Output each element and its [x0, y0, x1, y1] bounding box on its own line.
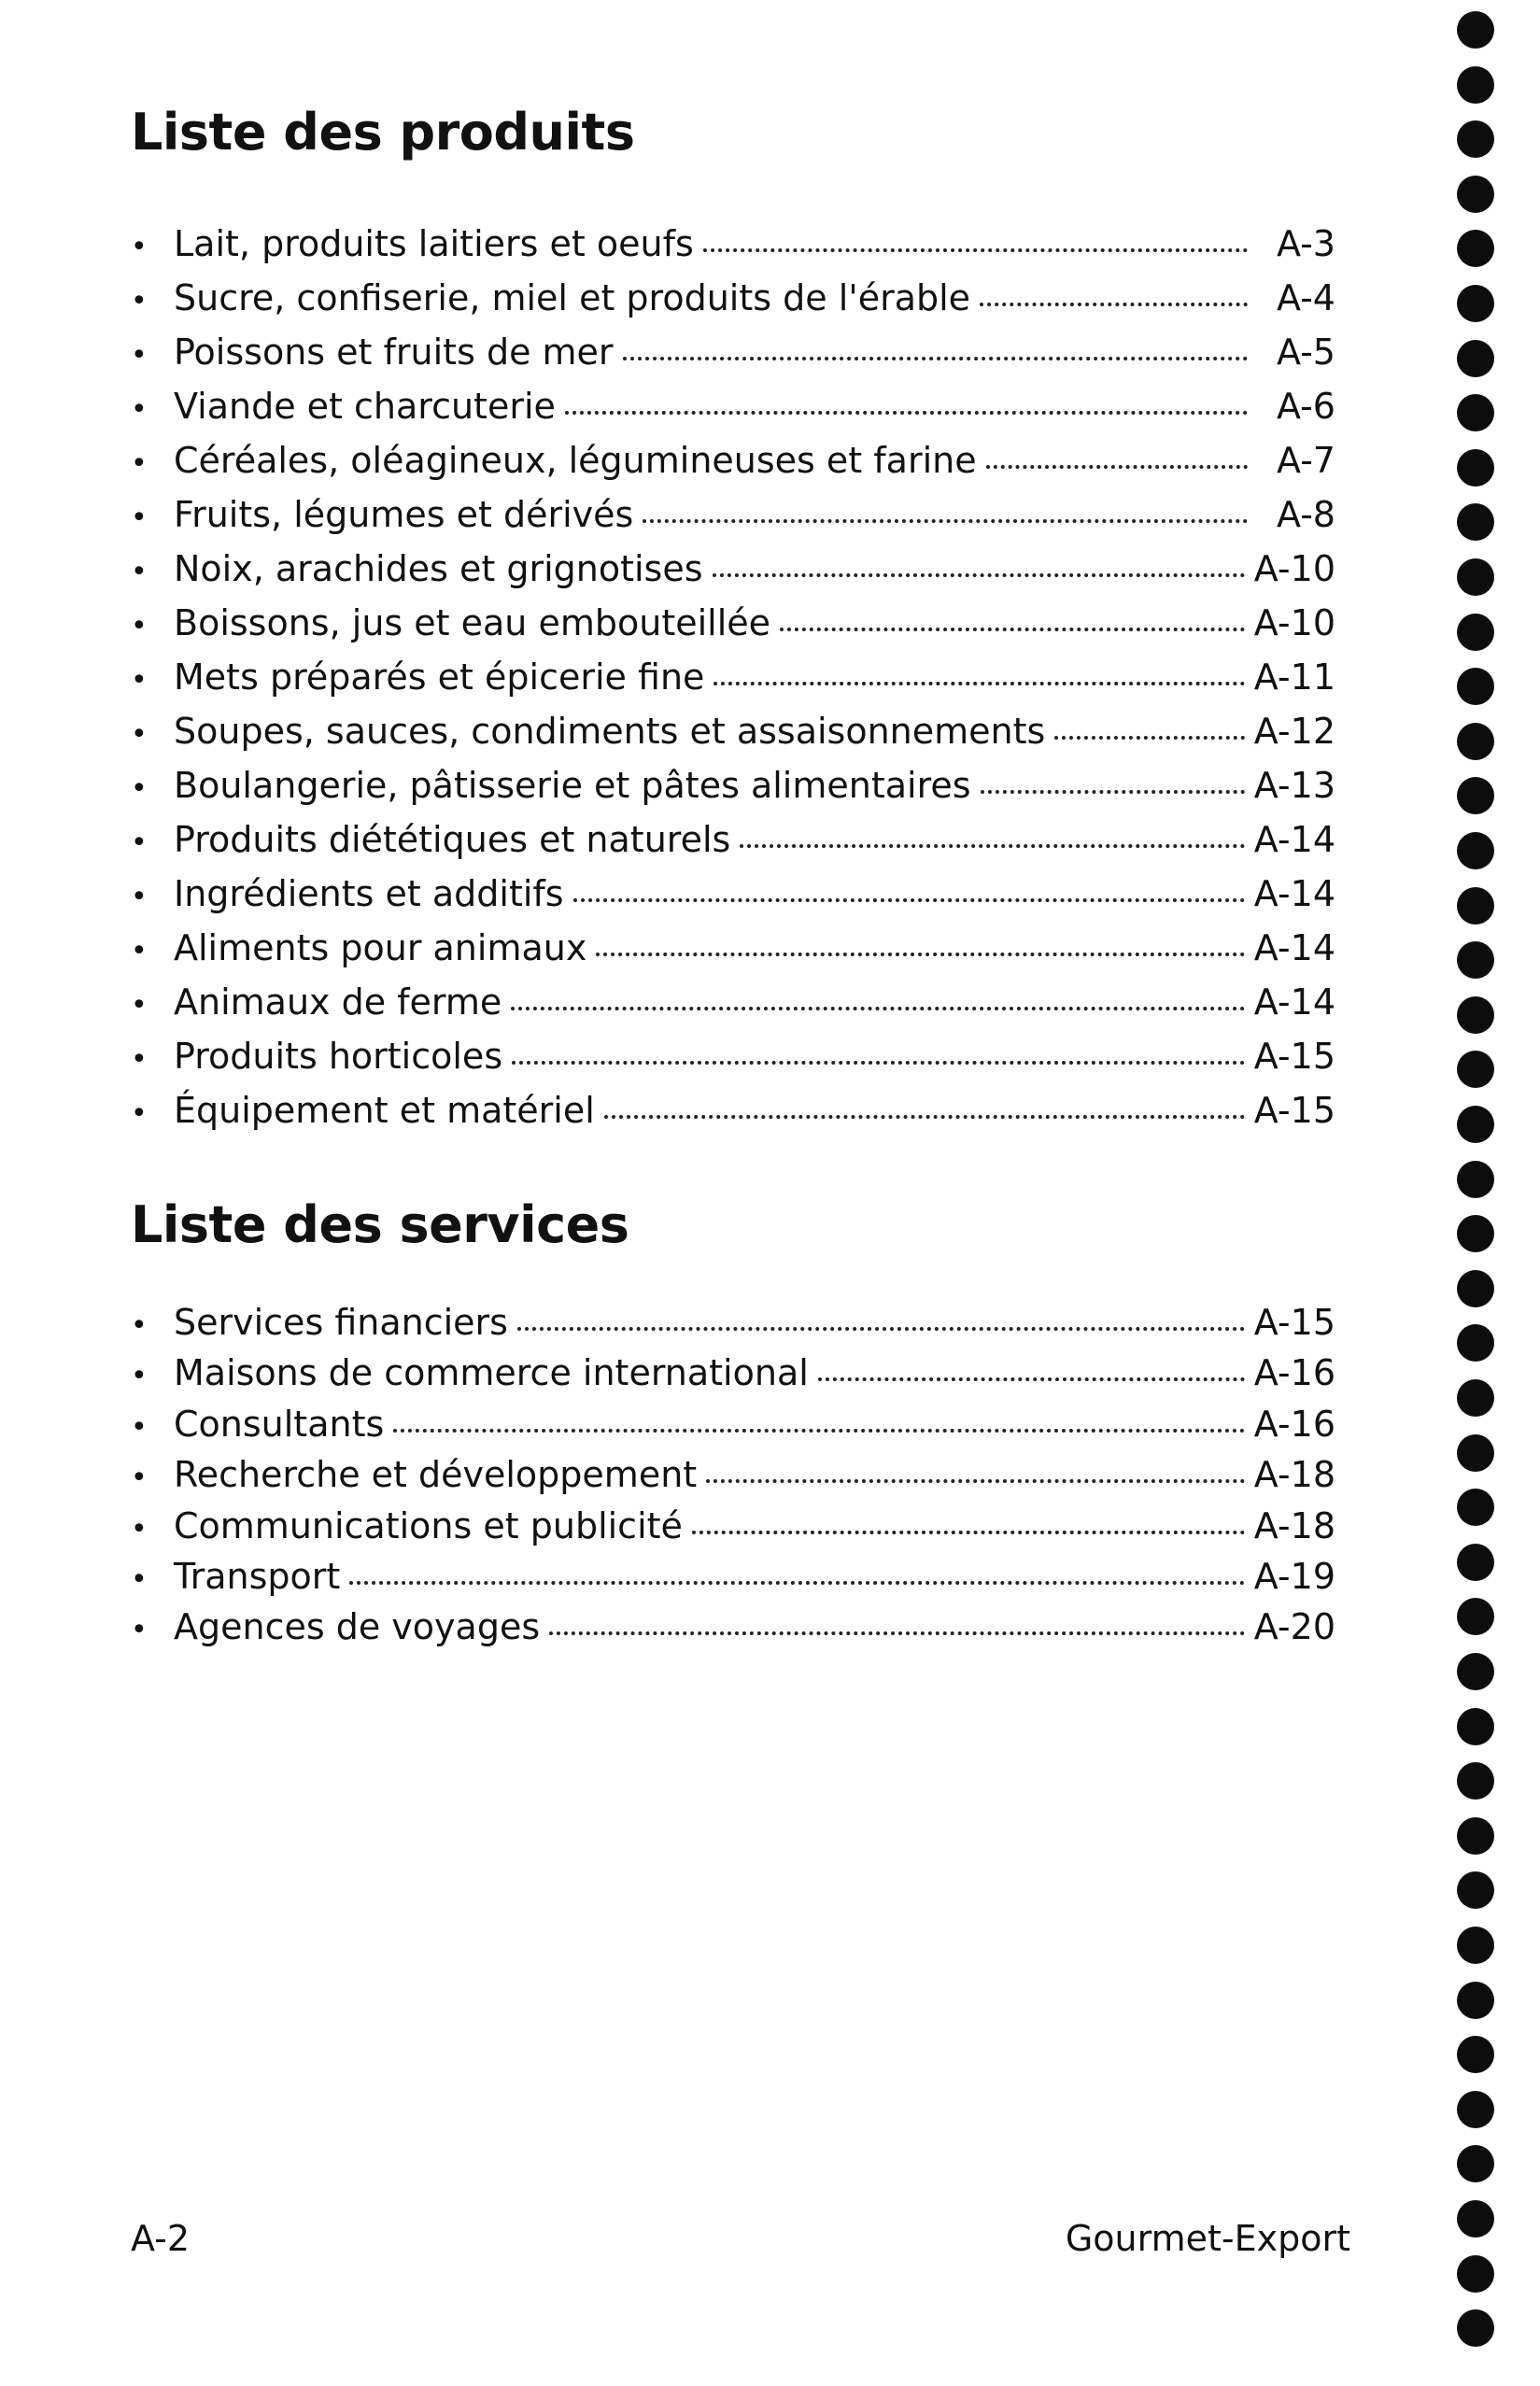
toc-entry-label: Consultants — [174, 1403, 385, 1445]
dot-leader — [565, 411, 1248, 415]
toc-entry — [131, 542, 1335, 596]
toc-entry-page: A-19 — [1253, 1555, 1335, 1597]
binding-hole-icon — [1457, 1324, 1494, 1362]
toc-entry-label: Boulangerie, pâtisserie et pâtes alimentaires — [174, 765, 971, 806]
toc-entry-label: Animaux de ferme — [174, 981, 502, 1023]
binding-hole-icon — [1457, 1598, 1494, 1635]
binding-hole-icon — [1457, 777, 1494, 814]
bullet-icon: • — [131, 447, 148, 480]
toc-entry-page: A-14 — [1253, 819, 1335, 860]
binding-hole-icon — [1457, 2309, 1494, 2347]
dot-leader — [623, 357, 1248, 360]
binding-hole-icon — [1457, 394, 1494, 431]
dot-leader — [517, 1327, 1245, 1331]
toc-entry-page: A-11 — [1253, 657, 1335, 698]
toc-entry-page: A-14 — [1253, 927, 1335, 968]
binding-hole-icon — [1457, 66, 1494, 104]
binding-hole-icon — [1457, 1817, 1494, 1855]
binding-hole-icon — [1457, 11, 1494, 49]
bullet-icon: • — [131, 664, 148, 697]
toc-entry-label: Ingrédients et additifs — [174, 873, 564, 914]
dot-leader — [549, 1631, 1245, 1635]
binding-hole-icon — [1457, 503, 1494, 541]
binding-hole-icon — [1457, 1653, 1494, 1690]
bullet-icon: • — [131, 881, 148, 913]
toc-entry-page: A-16 — [1253, 1403, 1335, 1445]
binding-hole-icon — [1457, 285, 1494, 322]
toc-entry-page: A-14 — [1253, 873, 1335, 914]
binding-hole-icon — [1457, 2145, 1494, 2182]
bullet-icon: • — [131, 935, 148, 967]
dot-leader — [692, 1531, 1245, 1534]
dot-leader — [706, 1479, 1245, 1483]
dot-leader — [713, 682, 1244, 685]
toc-entry — [131, 325, 1335, 379]
toc-entry-page: A-14 — [1253, 981, 1335, 1023]
binding-hole-icon — [1457, 1871, 1494, 1909]
toc-entry-page: A-5 — [1276, 332, 1335, 373]
toc-entry — [131, 704, 1335, 758]
binding-hole-icon — [1457, 1434, 1494, 1472]
binding-hole-icon — [1457, 1762, 1494, 1800]
toc-entry-page: A-4 — [1276, 277, 1335, 318]
toc-entry-page: A-16 — [1253, 1352, 1335, 1394]
toc-entry — [131, 758, 1335, 812]
bullet-icon: • — [131, 1562, 148, 1596]
dot-leader — [349, 1581, 1244, 1585]
toc-entry-label: Produits horticoles — [174, 1036, 503, 1077]
toc-entry — [131, 1297, 1335, 1348]
toc-entry — [131, 433, 1335, 487]
toc-entry — [131, 487, 1335, 542]
binding-hole-icon — [1457, 668, 1494, 705]
spiral-binding — [1457, 0, 1498, 2386]
binding-hole-icon — [1457, 2255, 1494, 2293]
dot-leader — [980, 303, 1248, 306]
toc-entry — [131, 867, 1335, 921]
dot-leader — [740, 844, 1244, 848]
toc-entry-page: A-15 — [1253, 1090, 1335, 1131]
footer-publication-name: Gourmet-Export — [1065, 2218, 1350, 2259]
binding-hole-icon — [1457, 887, 1494, 925]
toc-entry — [131, 1399, 1335, 1449]
toc-entry-label: Céréales, oléagineux, légumineuses et farine — [174, 440, 977, 481]
toc-entry — [131, 596, 1335, 650]
binding-hole-icon — [1457, 2200, 1494, 2238]
toc-entry — [131, 1348, 1335, 1398]
binding-hole-icon — [1457, 449, 1494, 487]
toc-entry-page: A-20 — [1253, 1606, 1335, 1648]
binding-hole-icon — [1457, 1927, 1494, 1964]
bullet-icon: • — [131, 393, 148, 426]
dot-leader — [393, 1429, 1244, 1433]
toc-entry — [131, 921, 1335, 975]
binding-hole-icon — [1457, 176, 1494, 213]
toc-entry-page: A-18 — [1253, 1504, 1335, 1546]
toc-entry-label: Soupes, sauces, condiments et assaisonnements — [174, 711, 1046, 752]
binding-hole-icon — [1457, 1708, 1494, 1745]
dot-leader — [596, 953, 1244, 956]
binding-hole-icon — [1457, 941, 1494, 979]
toc-entry — [131, 379, 1335, 433]
toc-entry-label: Noix, arachides et grignotises — [174, 548, 703, 589]
toc-entry-page: A-15 — [1253, 1036, 1335, 1077]
toc-entry-label: Maisons de commerce international — [174, 1352, 809, 1394]
bullet-icon: • — [131, 718, 148, 751]
dot-leader — [512, 1061, 1245, 1065]
binding-hole-icon — [1457, 230, 1494, 267]
binding-hole-icon — [1457, 832, 1494, 869]
footer-page-number: A-2 — [131, 2218, 191, 2259]
binding-hole-icon — [1457, 1051, 1494, 1088]
toc-entry — [131, 1029, 1335, 1083]
bullet-icon: • — [131, 1360, 148, 1393]
toc-entry-label: Produits diététiques et naturels — [174, 819, 731, 860]
toc-entry-page: A-10 — [1253, 548, 1335, 589]
bullet-icon: • — [131, 1043, 148, 1076]
binding-hole-icon — [1457, 723, 1494, 760]
toc-entry — [131, 975, 1335, 1029]
binding-hole-icon — [1457, 996, 1494, 1034]
toc-entry-page: A-8 — [1276, 494, 1335, 535]
binding-hole-icon — [1457, 1270, 1494, 1307]
dot-leader — [573, 898, 1245, 902]
dot-leader — [981, 790, 1245, 794]
toc-entry-label: Sucre, confiserie, miel et produits de l'érable — [174, 277, 971, 318]
binding-hole-icon — [1457, 558, 1494, 596]
dot-leader — [604, 1115, 1245, 1119]
dot-leader — [703, 248, 1248, 252]
bullet-icon: • — [131, 1309, 148, 1342]
toc-entry — [131, 1083, 1335, 1137]
bullet-icon: • — [131, 1614, 148, 1647]
toc-entry — [131, 650, 1335, 704]
toc-entry-label: Services financiers — [174, 1302, 508, 1343]
toc-entry — [131, 1602, 1335, 1652]
bullet-icon: • — [131, 1512, 148, 1546]
toc-entry — [131, 217, 1335, 271]
dot-leader — [1054, 736, 1244, 740]
bullet-icon: • — [131, 501, 148, 534]
toc-entry-label: Lait, produits laitiers et oeufs — [174, 223, 694, 264]
binding-hole-icon — [1457, 1489, 1494, 1526]
toc-entry-label: Transport — [174, 1555, 341, 1597]
toc-entry-label: Équipement et matériel — [174, 1090, 595, 1131]
bullet-icon: • — [131, 556, 148, 588]
binding-hole-icon — [1457, 1106, 1494, 1143]
toc-entry-label: Viande et charcuterie — [174, 386, 556, 427]
toc-entry-page: A-3 — [1276, 223, 1335, 264]
products-list — [131, 217, 1335, 1137]
dot-leader — [511, 1007, 1244, 1010]
dot-leader — [713, 573, 1245, 577]
toc-entry-page: A-7 — [1276, 440, 1335, 481]
bullet-icon: • — [131, 772, 148, 805]
toc-entry-page: A-18 — [1253, 1454, 1335, 1496]
toc-entry — [131, 1501, 1335, 1551]
binding-hole-icon — [1457, 1544, 1494, 1581]
toc-entry-page: A-13 — [1253, 765, 1335, 806]
dot-leader — [818, 1377, 1245, 1381]
toc-entry-label: Recherche et développement — [174, 1454, 698, 1496]
toc-entry-label: Agences de voyages — [174, 1606, 541, 1648]
dot-leader — [986, 465, 1248, 469]
toc-entry — [131, 812, 1335, 867]
toc-entry — [131, 1449, 1335, 1500]
binding-hole-icon — [1457, 340, 1494, 377]
binding-hole-icon — [1457, 1982, 1494, 2019]
bullet-icon: • — [131, 339, 148, 372]
dot-leader — [780, 628, 1245, 631]
binding-hole-icon — [1457, 2036, 1494, 2073]
toc-entry-page: A-10 — [1253, 602, 1335, 643]
bullet-icon: • — [131, 231, 148, 263]
toc-entry-page: A-12 — [1253, 711, 1335, 752]
dot-leader — [643, 519, 1248, 523]
binding-hole-icon — [1457, 1161, 1494, 1198]
bullet-icon: • — [131, 610, 148, 642]
binding-hole-icon — [1457, 614, 1494, 651]
bullet-icon: • — [131, 285, 148, 318]
toc-entry-label: Fruits, légumes et dérivés — [174, 494, 634, 535]
bullet-icon: • — [131, 1097, 148, 1130]
binding-hole-icon — [1457, 2091, 1494, 2128]
toc-entry-page: A-6 — [1276, 386, 1335, 427]
toc-entry-label: Poissons et fruits de mer — [174, 332, 614, 373]
binding-hole-icon — [1457, 120, 1494, 158]
toc-entry-label: Aliments pour animaux — [174, 927, 587, 968]
services-section-title: Liste des services — [131, 1195, 629, 1254]
bullet-icon: • — [131, 826, 148, 859]
toc-entry — [131, 1551, 1335, 1602]
bullet-icon: • — [131, 1461, 148, 1495]
toc-entry-page: A-15 — [1253, 1302, 1335, 1343]
bullet-icon: • — [131, 989, 148, 1022]
binding-hole-icon — [1457, 1379, 1494, 1417]
binding-hole-icon — [1457, 1215, 1494, 1252]
products-section-title: Liste des produits — [131, 103, 635, 162]
bullet-icon: • — [131, 1410, 148, 1444]
toc-entry-label: Communications et publicité — [174, 1504, 683, 1546]
toc-entry-label: Mets préparés et épicerie fine — [174, 657, 705, 698]
toc-entry-label: Boissons, jus et eau embouteillée — [174, 602, 771, 643]
services-list — [131, 1297, 1335, 1653]
toc-entry — [131, 271, 1335, 325]
